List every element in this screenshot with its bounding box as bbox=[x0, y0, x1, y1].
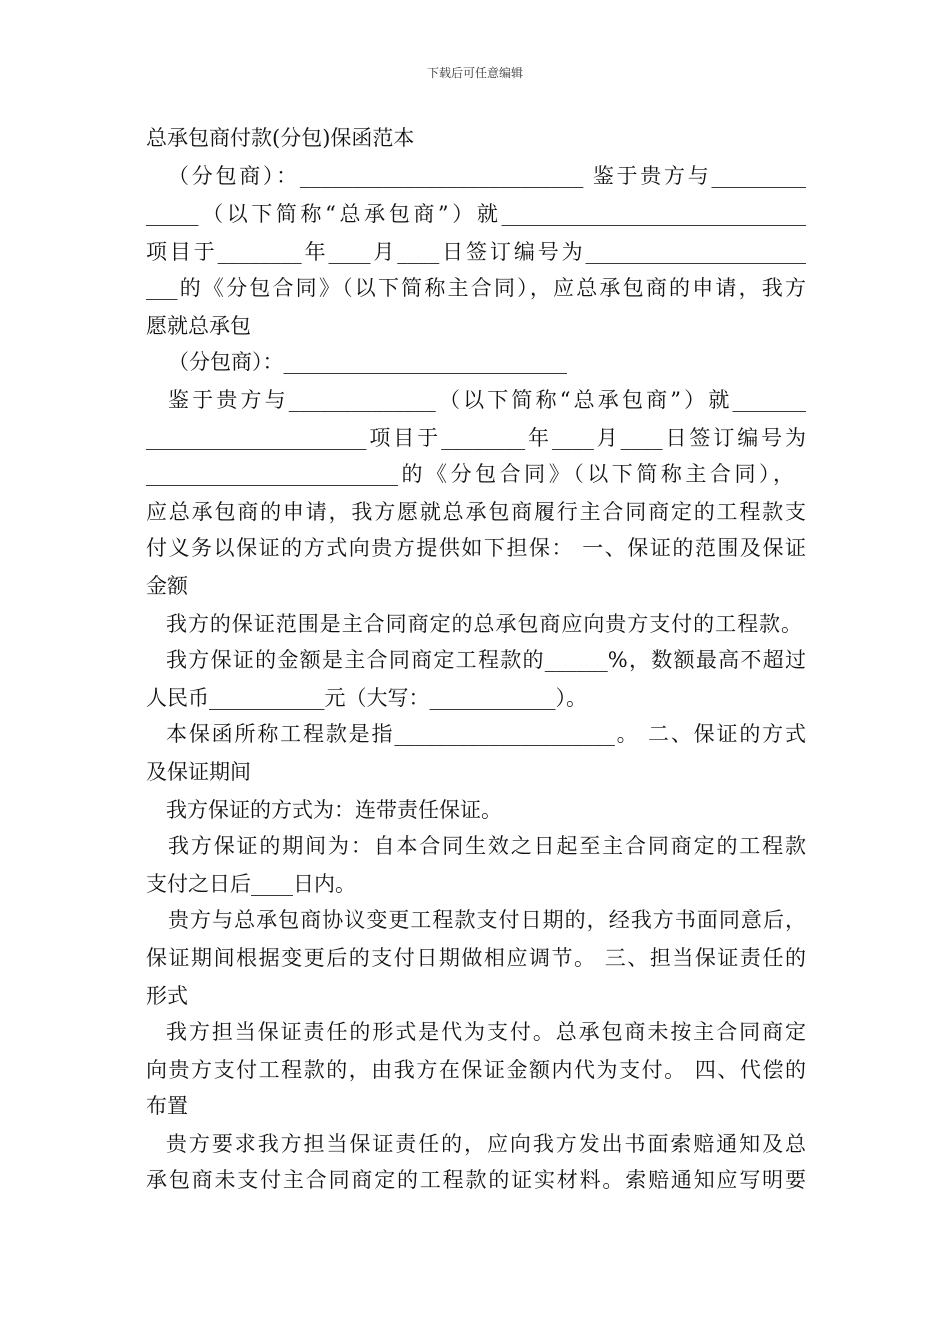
text-line: 金额 bbox=[146, 574, 188, 598]
text-line: 付义务以保证的方式向贵方提供如下担保： 一、保证的范围及保证 bbox=[146, 536, 806, 560]
text-line: 我方的保证范围是主合同商定的总承包商应向贵方支付的工程款。 bbox=[166, 612, 802, 636]
text-line: 承包商未支付主合同商定的工程款的证实材料。索赔通知应写明要 bbox=[146, 1168, 806, 1192]
text-line: 本保函所称工程款是指_____________________。 二、保证的方式 bbox=[166, 722, 806, 746]
text-line: 我方保证的金额是主合同商定工程款的______%，数额最高不超过 bbox=[166, 648, 806, 672]
text-line: 应总承包商的申请，我方愿就总承包商履行主合同商定的工程款支 bbox=[146, 500, 806, 524]
text-line: （分包商）：___________________________ bbox=[168, 350, 567, 374]
text-line: 贵方与总承包商协议变更工程款支付日期的，经我方书面同意后， bbox=[168, 908, 806, 932]
text-line: 项目于________年____月____日签订编号为_____________________ bbox=[146, 240, 806, 264]
text-line: 我方保证的方式为：连带责任保证。 bbox=[166, 798, 502, 822]
text-line: 人民币___________元（大写：____________）。 bbox=[146, 686, 587, 710]
text-line: ________________________的《分包合同》（以下简称主合同）， bbox=[146, 462, 794, 486]
text-line: （分包商）：___________________________ 鉴于贵方与_________ bbox=[168, 164, 806, 188]
text-line: 布置 bbox=[146, 1094, 188, 1118]
text-line: 鉴于贵方与______________（以下简称“总承包商”）就_______ bbox=[168, 388, 806, 412]
text-line: 愿就总承包 bbox=[146, 314, 251, 338]
text-line: 及保证期间 bbox=[146, 760, 251, 784]
text-line: 我方担当保证责任的形式是代为支付。总承包商未按主合同商定 bbox=[166, 1020, 806, 1044]
text-line: 形式 bbox=[146, 984, 188, 1008]
page-header: 下载后可任意编辑 bbox=[426, 66, 523, 80]
text-line: 向贵方支付工程款的，由我方在保证金额内代为支付。 四、代偿的 bbox=[146, 1058, 806, 1082]
text-line: ___的《分包合同》（以下简称主合同），应总承包商的申请，我方 bbox=[146, 276, 806, 300]
text-line: _____________________项目于________年____月____日签订编号为 bbox=[146, 426, 806, 450]
text-line: 我方保证的期间为：自本合同生效之日起至主合同商定的工程款 bbox=[168, 834, 806, 858]
text-line: 贵方要求我方担当保证责任的，应向我方发出书面索赔通知及总 bbox=[166, 1132, 806, 1156]
text-line: 保证期间根据变更后的支付日期做相应调节。 三、担当保证责任的 bbox=[146, 946, 806, 970]
text-line: 支付之日后____日内。 bbox=[146, 872, 356, 896]
document-title: 总承包商付款(分包)保函范本 bbox=[146, 126, 415, 150]
text-line: _____（以下简称“总承包商”）就_____________________________ bbox=[146, 202, 806, 226]
